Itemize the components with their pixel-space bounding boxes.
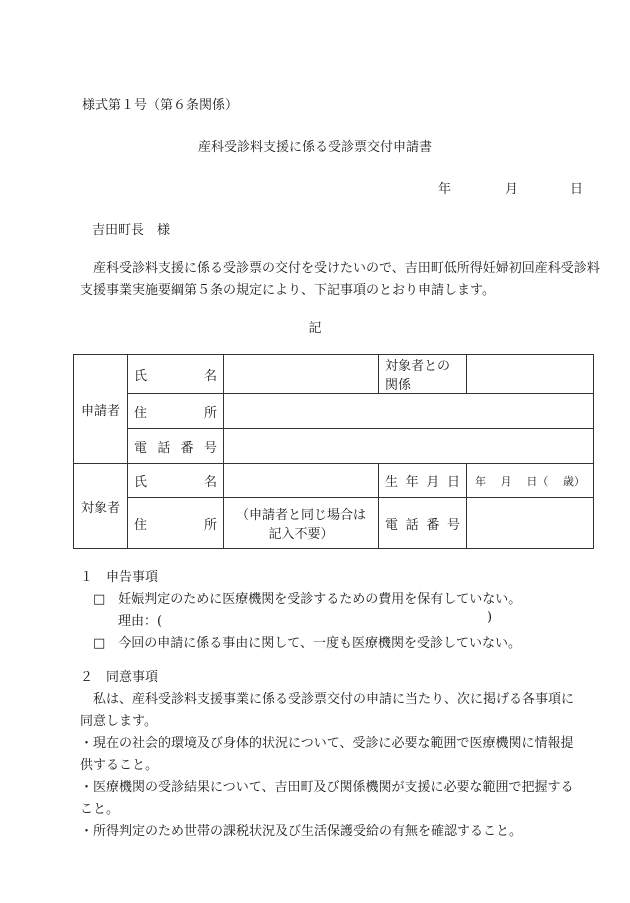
- date-day: 日: [570, 182, 584, 197]
- date-month: 月: [505, 182, 519, 197]
- subject-address-field[interactable]: [224, 498, 379, 549]
- subject-phone-label: 電 話 番 号: [379, 498, 467, 549]
- declaration-checkbox-2[interactable]: □ 今回の申請に係る事由に関して、一度も医療機関を受診していない。: [93, 636, 522, 651]
- consent-line-2: 同意します。: [80, 714, 157, 729]
- birthdate-label: 生 年 月 日: [379, 464, 467, 498]
- page-title: 産科受診料支援に係る受診票交付申請書: [197, 140, 432, 155]
- consent-line-1: 私は、産科受診料支援事業に係る受診票交付の申請に当たり、次に掲げる各事項に: [93, 692, 575, 707]
- applicant-name-label: 氏 名: [128, 355, 224, 394]
- subject-group-label: 対象者: [74, 464, 128, 549]
- reason-close: ): [487, 610, 493, 625]
- ki-marker: 記: [308, 321, 322, 336]
- addressee: 吉田町長 様: [92, 223, 171, 238]
- application-table: [73, 354, 594, 549]
- applicant-name-field[interactable]: [224, 355, 379, 394]
- applicant-address-label: 住 所: [128, 394, 224, 429]
- relation-field[interactable]: [467, 355, 594, 394]
- applicant-group-label: 申請者: [74, 355, 128, 464]
- date-year: 年: [438, 182, 452, 197]
- consent-line-5: ・医療機関の受診結果について、吉田町及び関係機関が支援に必要な範囲で把握する: [80, 780, 574, 795]
- form-number: 様式第１号（第６条関係）: [82, 98, 239, 113]
- address-note: （申請者と同じ場合は記入不要）: [235, 508, 366, 542]
- subject-phone-field[interactable]: [467, 498, 594, 549]
- birthdate-field[interactable]: 年 月 日（ 歳）: [467, 464, 594, 498]
- section2-heading: ２ 同意事項: [80, 670, 159, 685]
- subject-address-label: 住 所: [128, 498, 224, 549]
- subject-name-field[interactable]: [224, 464, 379, 498]
- consent-line-6: こと。: [80, 802, 120, 817]
- consent-line-7: ・所得判定のため世帯の課税状況及び生活保護受給の有無を確認すること。: [80, 824, 523, 839]
- applicant-phone-field[interactable]: [224, 429, 594, 464]
- consent-line-4: 供すること。: [80, 758, 159, 773]
- reason-label: 理由：(: [118, 614, 163, 629]
- consent-line-3: ・現在の社会的環境及び身体的状況について、受診に必要な範囲で医療機関に情報提: [80, 736, 574, 751]
- application-paragraph: 産科受診料支援に係る受診票の交付を受けたいので、吉田町低所得妊婦初回産科受診料支援事業実施要綱第５条の規定により、下記事項のとおり申請します。: [80, 261, 600, 298]
- applicant-address-field[interactable]: [224, 394, 594, 429]
- declaration-checkbox-1[interactable]: □ 妊娠判定のために医療機関を受診するための費用を保有していない。: [93, 592, 522, 607]
- relation-label: 対象者との関係: [379, 355, 467, 394]
- applicant-phone-label: 電 話 番 号: [128, 429, 224, 464]
- application-statement: [80, 258, 600, 302]
- subject-name-label: 氏 名: [128, 464, 224, 498]
- section1-heading: １ 申告事項: [80, 570, 159, 585]
